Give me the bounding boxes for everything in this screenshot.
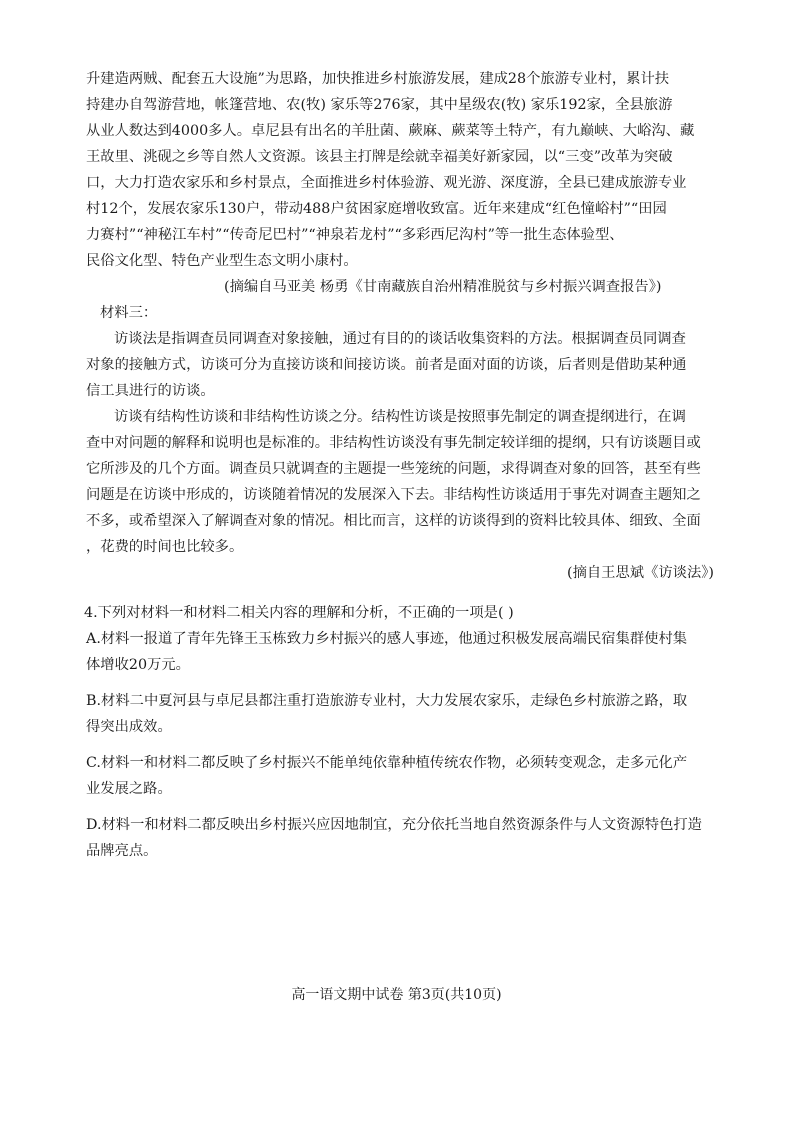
text-line: 持建办自驾游营地，帐篷营地、农(牧) 家乐等276家，其中星级农(牧) 家乐192家，全县旅游	[86, 97, 673, 113]
material3-heading: 材料三：	[100, 305, 158, 321]
material2-source: (摘编自马亚美 杨勇《甘南藏族自治州精准脱贫与乡村振兴调查报告》)	[224, 279, 662, 295]
text-line: 查中对问题的解释和说明也是标准的。非结构性访谈没有事先制定较详细的提纲，只有访谈题目或	[86, 435, 701, 451]
question-stem: 4.下列对材料一和材料二相关内容的理解和分析，不正确的一项是( )	[84, 605, 514, 621]
option-d	[86, 812, 716, 864]
text-line: 从业人数达到4000多人。卓尼县有出名的羊肚菌、蕨麻、蕨菜等土特产，有九巅峡、大峪沟、藏	[86, 123, 695, 139]
text-line: 访谈法是指调查员同调查对象接触，通过有目的的谈话收集资料的方法。根据调查员同调查	[114, 331, 686, 347]
page-content	[86, 66, 716, 864]
option-line: B.材料二中夏河县与卓尼县都注重打造旅游专业村，大力发展农家乐，走绿色乡村旅游之路，取	[86, 693, 688, 709]
option-line: D.材料一和材料二都反映出乡村振兴应因地制宜，充分依托当地自然资源条件与人文资源特色打造	[86, 817, 702, 833]
text-line: 民俗文化型、特色产业型生态文明小康村。	[86, 253, 358, 269]
text-line: 王故里、洮砚之乡等自然人文资源。该县主打牌是绘就幸福美好新家园，以“三变”改革为突破	[86, 149, 673, 165]
text-line: 口，大力打造农家乐和乡村景点，全面推进乡村体验游、观光游、深度游，全县已建成旅游专业	[86, 175, 687, 191]
text-line: 升建造两贼、配套五大设施”为思路，加快推进乡村旅游发展，建成28个旅游专业村，累计扶	[86, 71, 670, 87]
material3-paragraph-1	[86, 326, 716, 404]
text-line: 对象的接触方式，访谈可分为直接访谈和间接访谈。前者是面对面的访谈，后者则是借助某种通	[86, 357, 687, 373]
option-c	[86, 750, 716, 802]
option-a	[86, 626, 716, 678]
option-b	[86, 688, 716, 740]
option-line: C.材料一和材料二都反映了乡村振兴不能单纯依靠种植传统农作物，必须转变观念，走多元化产	[86, 755, 688, 771]
option-line: 品牌亮点。	[86, 843, 158, 859]
text-line: 不多，或希望深入了解调查对象的情况。相比而言，这样的访谈得到的资料比较具体、细致、全面	[86, 513, 701, 529]
material3-paragraph-2	[86, 404, 716, 560]
option-line: 体增收20万元。	[86, 657, 190, 673]
option-line: 得突出成效。	[86, 719, 172, 735]
page-footer: 高一语文期中试卷 第3页(共10页)	[291, 987, 502, 1003]
text-line: 访谈有结构性访谈和非结构性访谈之分。结构性访谈是按照事先制定的调查提纲进行，在调	[114, 409, 686, 425]
material3-source: (摘自王思斌《访谈法》)	[567, 565, 714, 581]
text-line: ，花费的时间也比较多。	[86, 539, 244, 555]
text-line: 问题是在访谈中形成的，访谈随着情况的发展深入下去。非结构性访谈适用于事先对调查主题知之	[86, 487, 701, 503]
material2-tail	[86, 66, 716, 274]
option-line: A.材料一报道了青年先锋王玉栋致力乡村振兴的感人事迹，他通过积极发展高端民宿集群使村集	[86, 631, 688, 647]
text-line: 村12个，发展农家乐130户，带动488户贫困家庭增收致富。近年来建成“红色憧峪村”“田园	[86, 201, 667, 217]
option-line: 业发展之路。	[86, 781, 172, 797]
text-line: 力赛村”“神秘江车村”“传奇尼巴村”“神泉若龙村”“多彩西尼沟村”等一批生态体验型、	[86, 227, 624, 243]
text-line: 它所涉及的几个方面。调查员只就调查的主题提一些笼统的问题，求得调查对象的回答，甚至有些	[86, 461, 701, 477]
question-4	[86, 600, 716, 864]
text-line: 信工具进行的访谈。	[86, 383, 215, 399]
